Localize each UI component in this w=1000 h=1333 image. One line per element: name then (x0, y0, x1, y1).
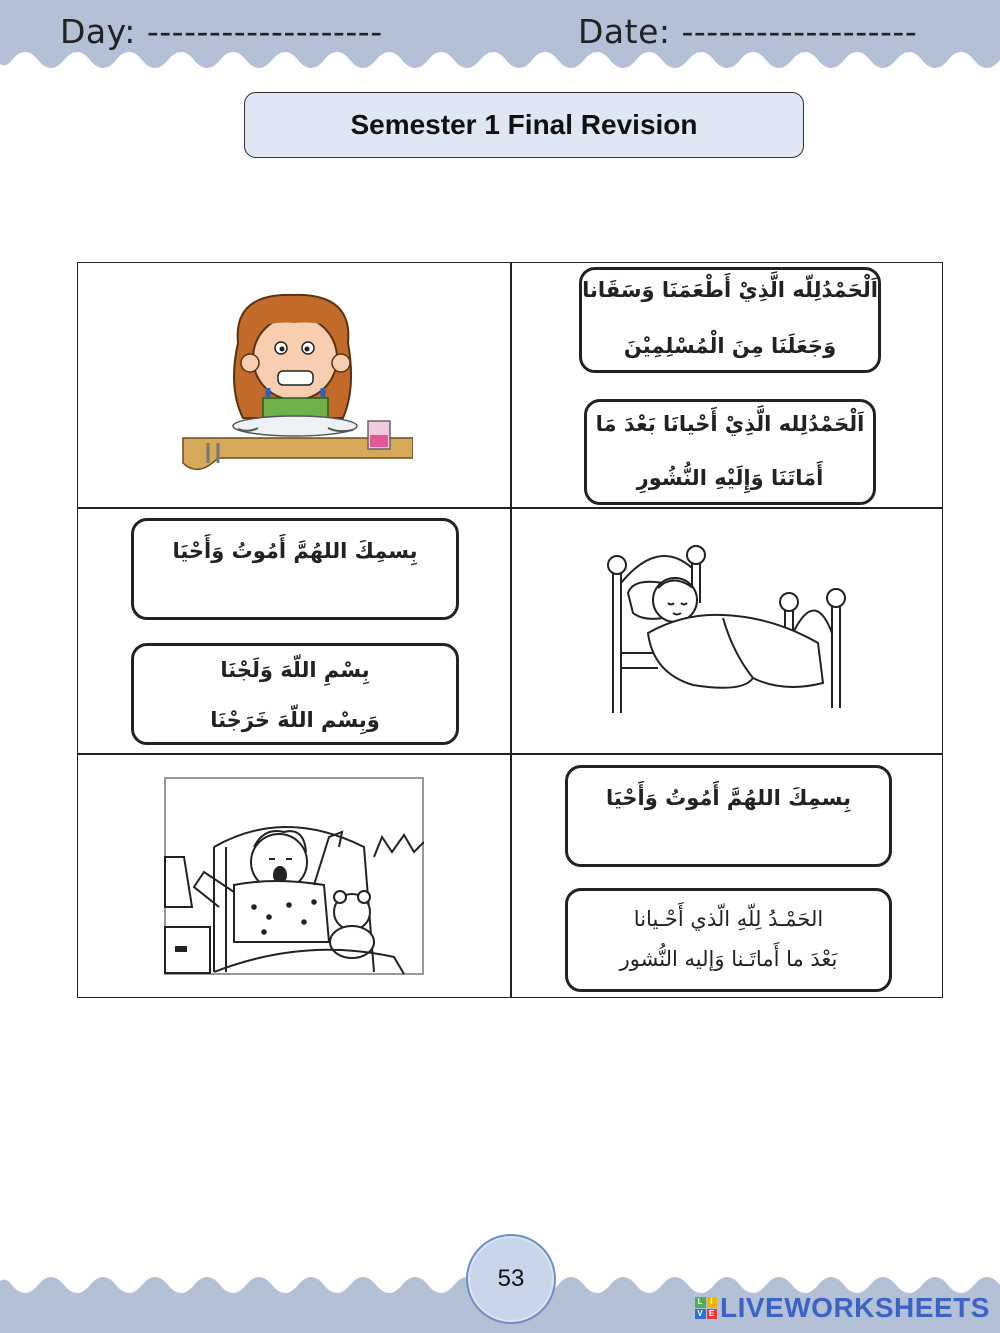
logo-letter: V (695, 1309, 706, 1320)
row-divider (78, 507, 942, 509)
logo-letter: I (707, 1297, 718, 1308)
girl-eating-icon (178, 293, 413, 483)
child-waking-up-icon (164, 777, 424, 975)
dua-text-line: اَلْحَمْدُلِلّه الَّذِيْ أَطْعَمَنَا وَسَقَانا (582, 278, 878, 302)
dua-card[interactable] (131, 518, 459, 620)
brand-logo-icon (695, 1297, 717, 1319)
dua-text-line: اَلْحَمْدُلِله الَّذِيْ أَحْيانَا بَعْدَ مَا (595, 412, 865, 436)
day-field: Day: ------------------- (60, 12, 383, 51)
dua-text-line: بِسمِكَ اللهُمَّ أَمُوتُ وَأَحْيَا (605, 786, 852, 810)
dua-card[interactable] (579, 267, 881, 373)
page-number: 53 (466, 1234, 556, 1324)
column-divider (510, 263, 512, 997)
matching-table (77, 262, 943, 998)
dua-text-line: وَبِسْم اللّهَ خَرَجْنَا (210, 708, 380, 732)
dua-card[interactable] (565, 765, 892, 867)
date-field: Date: ------------------- (578, 12, 918, 51)
dua-text-line: بِسمِكَ اللهُمَّ أَمُوتُ وَأَحْيَا (172, 539, 418, 563)
dua-card[interactable] (131, 643, 459, 745)
child-sleeping-bed-icon (603, 543, 848, 718)
logo-letter: L (695, 1297, 706, 1308)
liveworksheets-logo (695, 1292, 990, 1324)
page-title: Semester 1 Final Revision (244, 92, 804, 158)
logo-letter: E (707, 1309, 718, 1320)
dua-card[interactable] (584, 399, 876, 505)
dua-text-line: أَمَاتَنَا وَإِلَيْهِ النُّشُورِ (636, 466, 824, 490)
dua-text-line: وَجَعَلَنَا مِنَ الْمُسْلِمِيْنَ (623, 334, 837, 358)
dua-text-line: بَعْدَ ما أَماتَـنا وَإليه النُّشور (619, 947, 838, 971)
dua-card[interactable] (565, 888, 892, 992)
brand-text: LIVEWORKSHEETS (720, 1292, 990, 1323)
row-divider (78, 753, 942, 755)
dua-text-line: الحَمْـدُ لِلّهِ الّذي أَحْـيانا (633, 907, 824, 931)
dua-text-line: بِسْمِ اللّهَ وَلَجْنَا (220, 658, 370, 682)
